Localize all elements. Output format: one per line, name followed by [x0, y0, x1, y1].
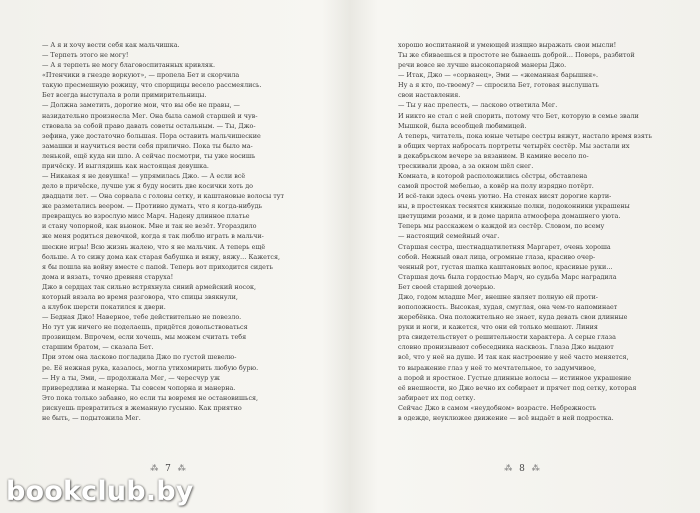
folio-ornament-icon: ⁂	[504, 464, 515, 473]
folio-ornament-icon: ⁂	[150, 464, 161, 473]
page-number-right	[493, 464, 553, 474]
text-line: Ну а я кто, по-твоему? — спросила Бет, готовая выслушать	[398, 81, 599, 90]
text-line: — А я терпеть не могу благовоспитанных кривляк.	[42, 61, 215, 70]
text-line: который вязала во время разговора, что спицы звякнули,	[42, 292, 238, 301]
right-page	[386, 40, 686, 450]
text-line: не быть, — подытожила Мег.	[42, 413, 141, 422]
text-line: в декабрьском вечере за вязанием. В камине весело по-	[398, 151, 589, 160]
text-line: двадцати лет. — Она сорвала с головы сетку, и каштановые волосы тут	[42, 192, 285, 201]
text-line: воположность. Высокая, худая, смуглая, она чем-то напоминает	[398, 303, 618, 312]
text-line: — Никакая я не девушка! — упрямилась Джо. — А если всё	[42, 172, 246, 181]
text-line: речи вовсе не лучше высокопарной манеры Джо.	[398, 61, 567, 70]
text-line: ченный рот, густая шапка каштановых волос, красивые руки…	[398, 262, 613, 271]
text-line: Джо в сердцах так сильно встряхнула синий армейский носок,	[42, 282, 257, 291]
right-page-text	[386, 40, 686, 423]
text-line: дело в причёске, лучше уж я буду носить две косички хоть до	[42, 182, 253, 191]
text-line: При этом она ласково погладила Джо по густой шевелю-	[42, 353, 237, 362]
text-line: Старшая дочь была гордостью Марч, но судьба Марс наградила	[398, 272, 617, 281]
text-line: Сейчас Джо в самом «неудобном» возрасте. Небрежность	[398, 403, 597, 412]
text-line: Комната, в которой расположились сёстры, обставлена	[398, 172, 588, 181]
text-line: в общих чертах набросать портреты четырёх сестёр. Мы застали их	[398, 141, 630, 150]
text-line: ствовала за собой право давать советы остальным. — Ты, Джо-	[42, 121, 256, 130]
text-line: трескивали дрова, а за окном шёл снег.	[398, 161, 534, 170]
text-line: самой простой мебелью, а ковёр на полу изрядно потёрт.	[398, 182, 594, 191]
text-line: цветущими розами, и в доме царила атмосфера домашнего уюта.	[398, 212, 621, 221]
left-page-text	[30, 40, 330, 423]
text-line: Старшая сестра, шестнадцатилетняя Маргарет, очень хороша	[398, 242, 611, 251]
text-line: замашки и научиться вести себя прилично. Пока ты было ма-	[42, 141, 253, 150]
folio-ornament-icon: ⁂	[531, 464, 542, 473]
text-line: её внешности, но Джо вечно их собирает и прячет под сетку, которая	[398, 383, 637, 392]
text-line: собой. Нежный овал лица, огромные глаза, красиво очер-	[398, 252, 596, 261]
text-line: Но тут уж ничего не поделаешь, придётся довольствоваться	[42, 323, 248, 332]
text-line: такую пресмешную рожицу, что спорщицы весело рассмеялись.	[42, 81, 262, 90]
text-line: ре. Её нежная рука, казалось, могла утихомирить любую бурю.	[42, 363, 259, 372]
text-line: рискуешь превратиться в жеманную гусыню. Как приятно	[42, 403, 242, 412]
page-number: 8	[519, 464, 527, 474]
text-line: я бы пошла на войну вместе с папой. Теперь вот приходится сидеть	[42, 262, 273, 271]
text-line: — Ты у нас прелесть, — ласково ответила Мег.	[398, 101, 558, 110]
text-line: ны, в простенках теснятся книжные полки, подоконники украшены	[398, 202, 630, 211]
text-line: И никто не стал с ней спорить, потому что Бет, которую в семье звали	[398, 111, 639, 120]
text-line: Бет своей старшей дочерью.	[398, 282, 496, 291]
text-line: прозвищем. Впрочем, если хочешь, мы можем считать тебя	[42, 333, 247, 342]
text-line: привередлива и манерна. Ты совсем чопорна и манерна.	[42, 383, 236, 392]
text-line: — Бедная Джо! Наверное, тебе действительно не повезло.	[42, 313, 242, 322]
text-line: же разметались веером. — Противно думать, что я когда-нибудь	[42, 202, 263, 211]
text-line: Теперь мы расскажем о каждой из сестёр. Словом, по всему	[398, 222, 605, 231]
text-line: жеребёнка. Она положительно не знает, куда девать свои длинные	[398, 313, 628, 322]
text-line: а клубок шерсти покатился к двери.	[42, 303, 166, 312]
left-page	[30, 40, 330, 450]
text-line: — настоящий семейный очаг.	[398, 232, 500, 241]
text-line: зефина, уже достаточно большая. Пора оставить мальчишеские	[42, 131, 261, 140]
text-line: шеские игры! Всю жизнь жалею, что я не мальчик. А теперь ещё	[42, 242, 266, 251]
text-line: «Птенчики в гнезде воркуют», — пропела Бет и скорчила	[42, 71, 240, 80]
text-line: — Итак, Джо — «сорванец», Эми — «жеманная барышня».	[398, 71, 599, 80]
text-line: — Должна заметить, дорогие мои, что вы обе не правы, —	[42, 101, 240, 110]
text-line: свои наставления.	[398, 91, 461, 100]
text-line: А теперь, читатель, пока юные четыре сестры вяжут, настало время взять	[398, 131, 652, 140]
text-line: же меня родиться девочкой, когда я так люблю играть в мальчи-	[42, 232, 264, 241]
text-line: всё, что у неё на душе. И так как настроение у неё часто меняется,	[398, 353, 629, 362]
text-line: Бет всегда выступала в роли примирительницы.	[42, 91, 207, 100]
text-line: дома и вязать, точно древняя старуха!	[42, 272, 174, 281]
text-line: больше. А то сижу дома как старая бабушка и вяжу, вяжу… Кажется,	[42, 252, 281, 261]
folio-ornament-icon: ⁂	[177, 464, 188, 473]
text-line: руки и ноги, и кажется, что они ей только мешают. Линия	[398, 323, 598, 332]
text-line: Мышкой, была всеобщей любимицей.	[398, 121, 527, 130]
text-line: — Терпеть этого не могу!	[42, 51, 129, 60]
site-watermark: bookclub.by	[6, 476, 194, 507]
text-line: словно пронизывают собеседника насквозь. Глаза Джо выдают	[398, 343, 614, 352]
text-line: а порой и яростное. Густые длинные волосы — истинное украшение	[398, 373, 632, 382]
text-line: — Ну а ты, Эми, — продолжала Мег, — чересчур уж	[42, 373, 220, 382]
text-line: причёску. И выглядишь как настоящая девушка.	[42, 161, 209, 170]
text-line: Ты же сбиваешься в простоте не бываешь доброй… Поверь, разбитой	[398, 51, 635, 60]
text-line: рта свидетельствует о решительности характера. А серые глаза	[398, 333, 616, 342]
page-number-left	[139, 464, 199, 474]
text-line: превращусь во взрослую мисс Марч. Надену длинное платье	[42, 212, 250, 221]
text-line: то выражение глаз у неё то мечтательное, то задумчивое,	[398, 363, 597, 372]
text-line: хорошо воспитанной и умеющей изящно выражать свои мысли!	[398, 41, 617, 49]
text-line: назидательно произнесла Мег. Она была самой старшей и чув-	[42, 111, 258, 120]
page-number: 7	[165, 464, 173, 474]
text-line: и стану чопорной, как вьюнок. Мне и так не везёт. Угораздило	[42, 222, 257, 231]
text-line: в одежде, неуклюжее движение — всё выдаёт в ней подростка.	[398, 413, 614, 422]
text-line: И всё-таки здесь очень уютно. На стенах висят дорогие карти-	[398, 192, 612, 201]
text-line: ленькой, ещё куда ни шло. А сейчас посмотри, ты уже носишь	[42, 151, 256, 160]
text-line: Это пока только забавно, но если ты вовремя не остановишься,	[42, 393, 259, 402]
text-line: старшим братом, — сказала Бет.	[42, 343, 154, 352]
text-line: Джо, годом младше Мег, внешне являет полную ей проти-	[398, 292, 598, 301]
text-line: забирает их под сетку.	[398, 393, 476, 402]
text-line: — А я и хочу вести себя как мальчишка.	[42, 41, 180, 49]
